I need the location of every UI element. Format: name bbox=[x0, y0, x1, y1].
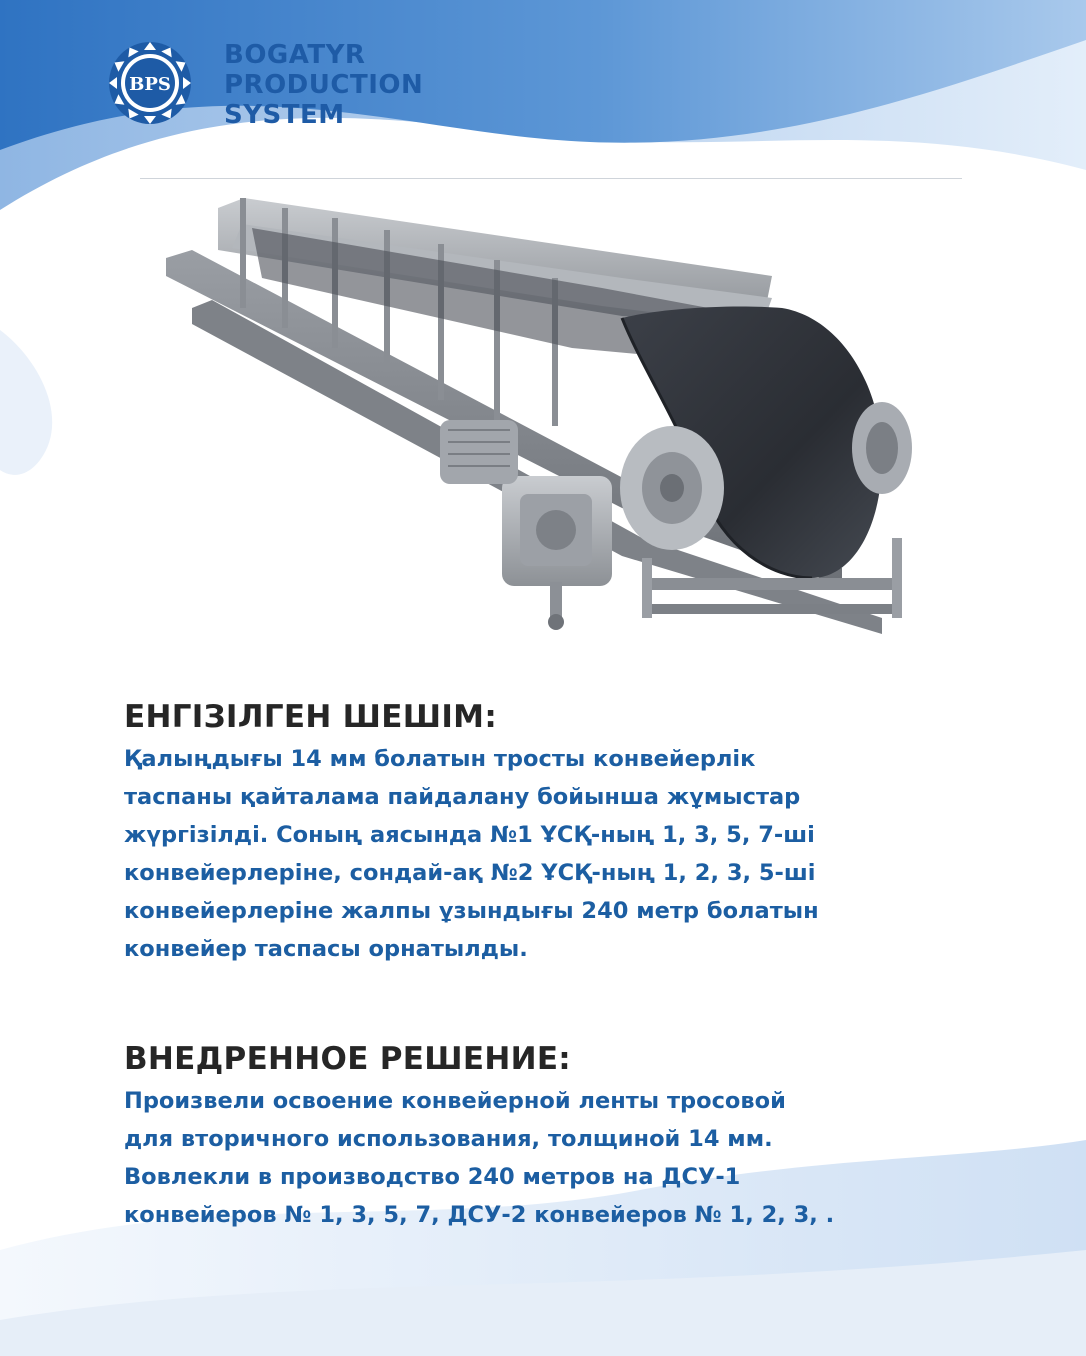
section-heading-kz: ЕНГІЗІЛГЕН ШЕШІМ: bbox=[124, 699, 498, 735]
body-line: жүргізілді. Соның аясында №1 ҰСҚ-ның 1, 3, 5, 7-ші bbox=[124, 822, 815, 848]
body-line: Вовлекли в производство 240 метров на ДСУ-1 bbox=[124, 1164, 741, 1190]
body-line: Қалыңдығы 14 мм болатын тросты конвейерлік bbox=[124, 746, 756, 772]
logo-line-3: SYSTEM bbox=[224, 100, 345, 130]
logo-mark-text: BPS bbox=[129, 74, 171, 95]
conveyor-photo bbox=[122, 158, 962, 686]
body-line: конвейерлеріне жалпы ұзындығы 240 метр болатын bbox=[124, 898, 819, 924]
body-line: Произвели освоение конвейерной ленты тросовой bbox=[124, 1088, 786, 1114]
body-line: таспаны қайталама пайдалану бойынша жұмыстар bbox=[124, 784, 801, 810]
gear-logo-icon bbox=[104, 30, 196, 136]
body-line: конвейерлеріне, сондай-ақ №2 ҰСҚ-ның 1, 2, 3, 5-ші bbox=[124, 860, 816, 886]
logo-line-1: BOGATYR bbox=[224, 40, 366, 70]
body-line: для вторичного использования, толщиной 14 мм. bbox=[124, 1126, 773, 1152]
logo-line-2: PRODUCTION bbox=[224, 70, 424, 100]
body-line: конвейер таспасы орнатылды. bbox=[124, 936, 528, 962]
body-line: конвейеров № 1, 3, 5, 7, ДСУ-2 конвейеров № 1, 2, 3, . bbox=[124, 1202, 835, 1228]
section-russian bbox=[124, 1040, 1024, 1234]
section-kazakh bbox=[124, 698, 1024, 968]
section-body-kz bbox=[124, 740, 1024, 968]
company-logo bbox=[104, 30, 423, 136]
section-heading-ru: ВНЕДРЕННОЕ РЕШЕНИЕ: bbox=[124, 1041, 571, 1077]
belt-conveyor-illustration bbox=[122, 158, 962, 686]
logo-wordmark bbox=[224, 40, 423, 130]
section-body-ru bbox=[124, 1082, 1024, 1234]
